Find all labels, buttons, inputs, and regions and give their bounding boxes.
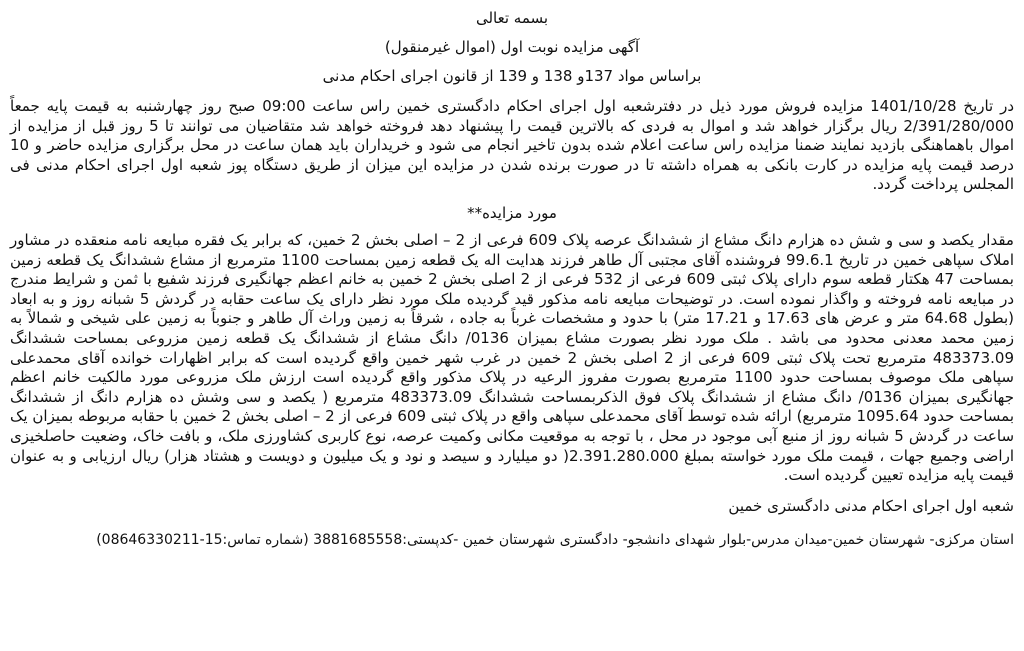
invocation-heading: بسمه تعالی — [475, 9, 549, 27]
subject-paragraph: مقدار یکصد و سی و شش ده هزارم دانگ مشاع از ششدانگ عرصه پلاک 609 فرعی از 2 – اصلی بخش 2 خمین، که برابر یک فقره مبایعه نامه منعقده در مشاور املاک سپاهی خمین در تاریخ 99.6.1 فروشنده آقای مجتبی آل طاهر فرزند هدایت اله یک قطعه زمین بمساحت 1100 مترمربع از مشاع ششدانگ یک قطعه زمین بمساحت 47 هکتار قطعه سوم دارای پلاک ثبتی 609 فرعی از 532 فرعی از 2 اصلی بخش 2 خمین به خانم اعظم جهانگیری فرزند شفیع با ثمن و شرایط مندرج در مبایعه نامه فروخته و واگذار نموده است. در توضیحات مبایعه نامه مذکور قید گردیده ملک مورد نظر دارای یک ساعت حقابه در گردش 5 شبانه روز و به ابعاد (بطول 64.68 متر و عرض های 17.63 و 17.21 متر) با حدود و مشخصات غرباً به جاده ، شرقاً به زمین وراث آل طاهر و جنوباً به زمین علی شیخی و شمالاً به زمین محمد معدنی محدود می باشد . ملک مورد نظر بصورت مشاع بمیزان 0136/ دانگ مشاع از ششدانگ یک قطعه زمین مزروعی بمساحت ششدانگ 483373.09 مترمربع تحت پلاک ثبتی 609 فرعی از 2 اصلی بخش 2 خمین در غرب شهر خمین واقع گردیده است که برابر اظهارات خوانده آقای محمدعلی سپاهی ملک موصوف بمساحت حدود 1100 مترمربع بصورت مفروز الرعیه در پلاک مذکور واقع گردیده است ارزش ملک مزروعی مورد مالکیت خانم اعظم جهانگیری بمیزان 0136/ دانگ مشاع از ششدانگ پلاک فوق الذکربمساحت ششدانگ 483373.09 مترمربع ( یکصد و سی وشش ده هزارم دانگ از ششدانگ بمساحت حدود 1095.64 مترمربع) ارائه شده توسط آقای محمدعلی سپاهی واقع در پلاک ثبتی 609 فرعی از 2 – اصلی بخش 2 خمین با حقابه مربوطه بمیزان یک ساعت در گردش 5 شبانه روز از منبع آبی موجود در محل ، با توجه به موقعیت مکانی وکمیت عرصه، نوع کاربری کشاورزی ملک، و بافت خاک، وضعیت حاصلخیزی اراضی وجمیع جهات ، قیمت ملک مورد خواسته بمبلغ 2.391.280.000( دو میلیارد و سیصد و نود و یک میلیون و دویست و هشتاد هزار) ریال ارزیابی و به عنوان قیمت پایه مزایده تعیین گردیده است. — [10, 230, 1015, 485]
subject-title: مورد مزایده** — [467, 203, 557, 222]
notice-title: آگهی مزایده نوبت اول (اموال غیرمنقول) — [384, 38, 640, 56]
address-line: استان مرکزی- شهرستان خمین-میدان مدرس-بلوار شهدای دانشجو- دادگستری شهرستان خمین -کدپستی:3881685558 (شماره تماس:15-08646330211) — [96, 531, 1014, 548]
legal-basis-line: براساس مواد 137و 138 و 139 از قانون اجرای احکام مدنی — [322, 67, 702, 85]
issuer-signature: شعبه اول اجرای احکام مدنی دادگستری خمین — [728, 496, 1014, 515]
intro-paragraph: در تاریخ 1401/10/28 مزایده فروش مورد ذیل در دفترشعبه اول اجرای احکام دادگستری خمین راس ساعت 09:00 صبح روز چهارشنبه به قیمت پایه جمعاً 2/391/280/000 ریال برگزار خواهد شد و اموال به فردی که بالاترین قیمت را پیشنهاد دهد فروخته خواهد شد متقاضیان می توانند تا 5 روز قبل از مزایده از اموال باهماهنگی بازدید نمایند ضمنا مزایده راس ساعت اعلام شده بدون تاخیر انجام می شود و خریداران باید همان ساعت در محل برگزاری مزایده حاضر و 10 درصد قیمت پایه مزایده در کارت بانکی به همراه داشته تا در صورت برنده شدن در مزایده این میزان از طریق دستگاه پوز شعبه اول اجرای احکام مدنی فی المجلس پرداخت گردد. — [10, 97, 1014, 194]
